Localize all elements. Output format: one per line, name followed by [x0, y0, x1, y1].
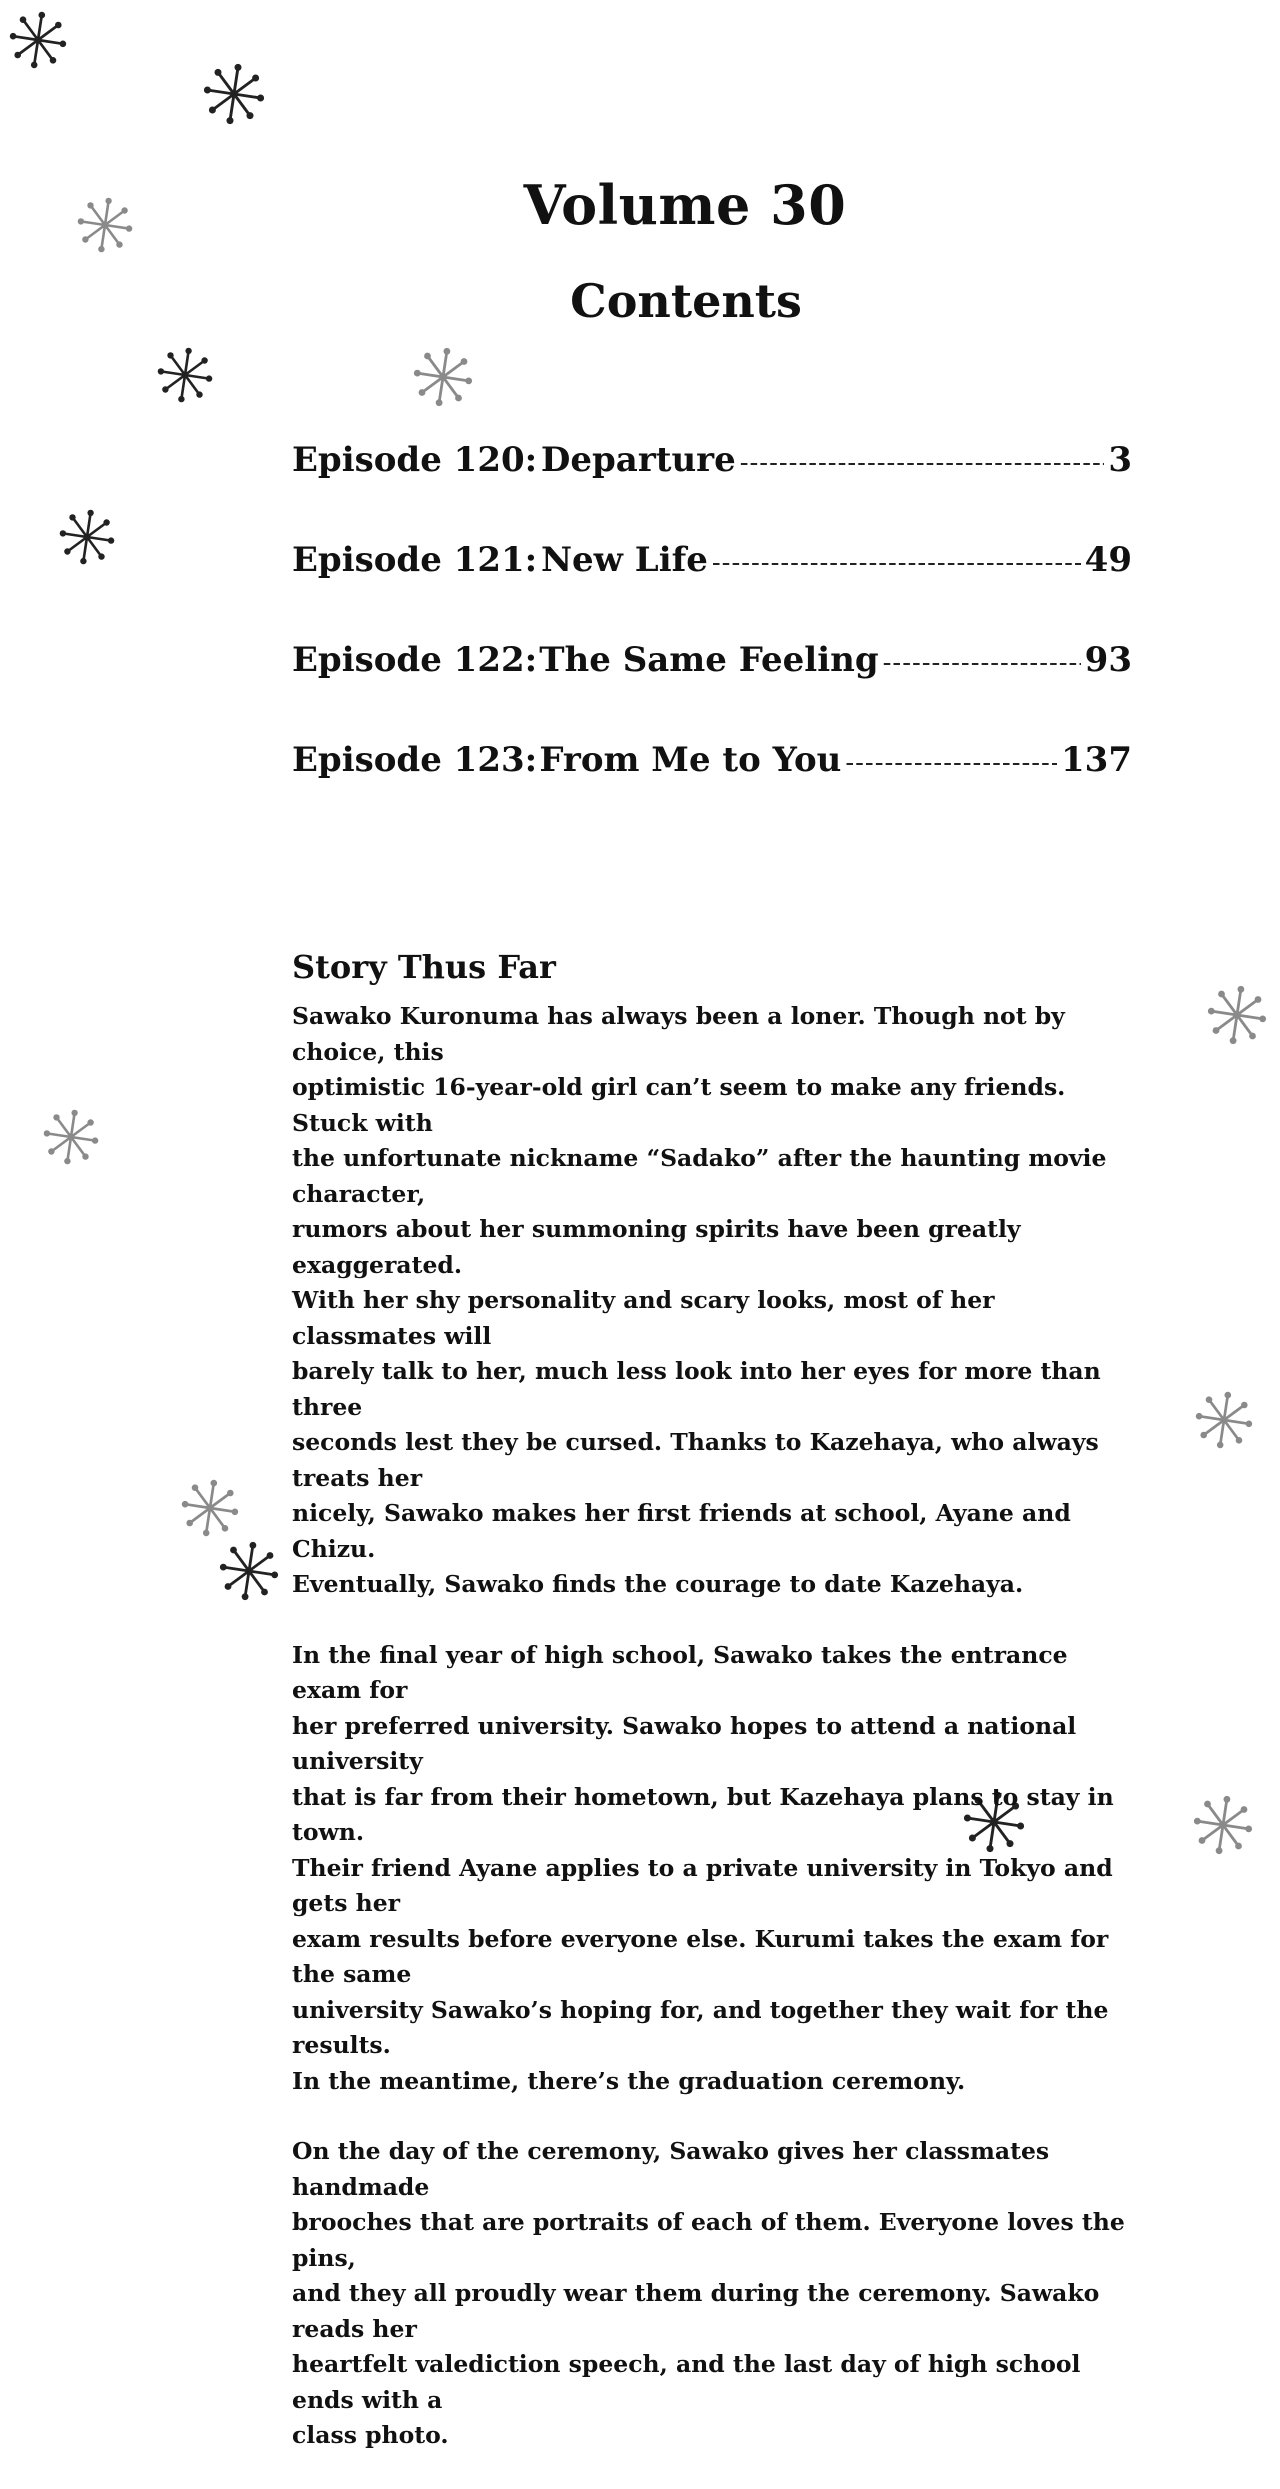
toc-entry	[292, 640, 1132, 740]
toc-episode-title: From Me to You	[539, 740, 842, 780]
toc-entry	[292, 740, 1132, 840]
snowflake-icon	[1194, 1390, 1254, 1450]
story-summary	[292, 950, 1142, 2489]
toc-episode-title: New Life	[540, 540, 708, 580]
snowflake-icon	[42, 1108, 100, 1166]
snowflake-icon	[156, 346, 214, 404]
toc-entry	[292, 440, 1132, 540]
toc-dot-leader	[740, 448, 1105, 478]
toc-dot-leader	[712, 548, 1081, 578]
volume-title: Volume 30	[523, 173, 847, 237]
snowflake-icon	[412, 346, 474, 408]
toc-entry	[292, 540, 1132, 640]
snowflake-icon	[8, 10, 68, 70]
toc-page-number: 3	[1108, 440, 1132, 480]
snowflake-icon	[202, 62, 266, 126]
snowflake-icon	[218, 1540, 280, 1602]
snowflake-icon	[1206, 984, 1268, 1046]
toc-dot-leader	[883, 648, 1081, 678]
toc-episode-number: Episode 122:	[292, 640, 538, 680]
snowflake-icon	[180, 1478, 240, 1538]
snowflake-icon	[1192, 1794, 1254, 1856]
story-heading: Story Thus Far	[292, 948, 556, 986]
story-paragraph: On the day of the ceremony, Sawako gives her classmates handmade brooches that are portraits of each of them. Everyone loves the pins, and they all proudly wear them during the ceremony. Sawako reads her heartfelt valediction speech, and the last day of high school ends with a class photo.	[292, 2137, 1125, 2450]
story-paragraph: Sawako Kuronuma has always been a loner. Though not by choice, this optimistic 16-year-old girl can’t seem to make any friends. Stuck with the unfortunate nickname “Sadako” after the haunting movie character, rumors about her summoning spirits have been greatly exaggerated. With her shy personality and scary looks, most of her classmates will barely talk to her, much less look into her eyes for more than three seconds lest they be cursed. Thanks to Kazehaya, who always treats her nicely, Sawako makes her first friends at school, Ayane and Chizu. Eventually, Sawako finds the courage to date Kazehaya.	[292, 1002, 1107, 1599]
toc-page-number: 137	[1061, 740, 1132, 780]
toc-dot-leader	[845, 748, 1057, 778]
toc-episode-number: Episode 120:	[292, 440, 538, 480]
toc-page-number: 49	[1084, 540, 1132, 580]
table-of-contents	[292, 440, 1132, 840]
contents-title: Contents	[570, 274, 802, 328]
toc-episode-number: Episode 121:	[292, 540, 538, 580]
toc-episode-title: The Same Feeling	[539, 640, 879, 680]
toc-episode-number: Episode 123:	[292, 740, 538, 780]
toc-episode-title: Departure	[540, 440, 736, 480]
toc-page-number: 93	[1084, 640, 1132, 680]
story-paragraph: In the final year of high school, Sawako takes the entrance exam for her preferred university. Sawako hopes to attend a national university that is far from their hometown, but Kazehaya plans to stay in town. Their friend Ayane applies to a private university in Tokyo and gets her exam results before everyone else. Kurumi takes the exam for the same university Sawako’s hoping for, and together they wait for the results. In the meantime, there’s the graduation ceremony.	[292, 1640, 1114, 2095]
snowflake-icon	[58, 508, 116, 566]
